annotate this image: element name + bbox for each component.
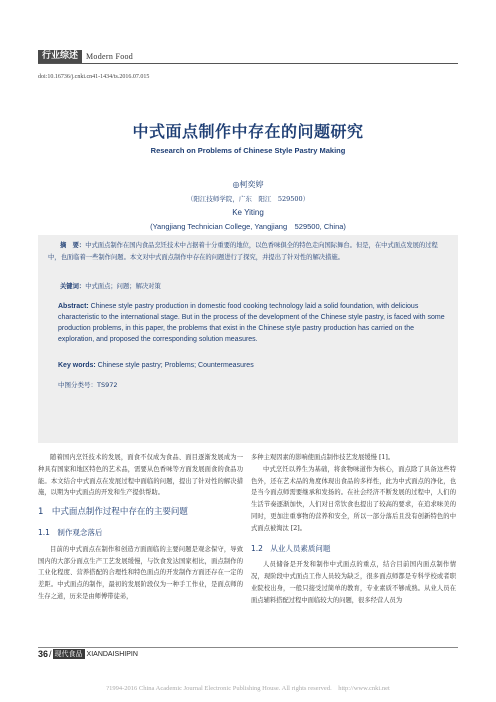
page-number: 36 [38,649,49,659]
page-footer [38,648,138,660]
journal-name-pinyin: XIANDAISHIPIN [86,650,138,658]
affiliation-zh: （阳江技师学院，广东 阳江 529500） [186,195,310,203]
abstract-en-label: Abstract: [58,303,89,310]
classification-number: 中图分类号：TS972 [58,381,118,389]
abstract-en [58,301,450,345]
abstract-zh-label: 摘 要： [60,242,86,249]
author-en: Ke Yiting [232,208,264,217]
body-paragraph: 中式烹饪以养生为基础，将食物味道作为核心，面点除了具备这些特色外，还在艺术品的角度体现出食品的多样性，此为中式面点的净化，也是当今面点师需要继承和发扬的。在社会经济不断发展的过程中，人们的生活节奏逐渐加快，人们对日常饮食也提出了较高的要求，在追求味美的同时，更加注重事物的营养和安全，所以一部分落后且没有创新特色的中式面点被淘汰 [2]。 [251,465,456,532]
abstract-en-text: Chinese style pastry production in domestic food cooking technology laid a solid foundation, with delicious characteristic to the international stage. But in the process of the development of the Chinese style pastry, is faced with some production problems, in this paper, the problems that exist in the Chinese style pastry production has carried on the exploration, and proposed the corresponding solution measures. [58,303,445,343]
keywords-zh-label: 关键词： [60,283,86,290]
article-title-zh: 中式面点制作中存在的问题研究 [132,122,364,141]
body-column-left [38,452,243,603]
section-heading-1: 1 中式面点制作过程中存在的主要问题 [38,507,188,518]
doi[interactable]: doi:10.16736/j.cnki.cn41-1434/ts.2016.07.015 [38,74,150,80]
keywords-zh-text: 中式面点；问题；解决对策 [85,283,161,290]
header-divider [38,63,458,64]
footer-separator: / [49,649,52,659]
body-column-right [251,452,456,607]
section-name-en: Modern Food [86,52,134,61]
section-header [38,50,133,63]
author-zh: ◎柯奕婷 [232,180,264,189]
affiliation-en: (Yangjiang Technician College, Yangjiang 529500, China) [150,222,346,231]
section-badge: 行业综述 [38,50,82,63]
subsection-heading-1-1: 1.1 制作观念落后 [38,527,103,537]
copyright-watermark: ?1994-2016 China Academic Journal Electronic Publishing House. All rights reserved. http://www.cnki.net [106,685,390,692]
body-paragraph: 人员储备是开发和制作中式面点的重点，结合目前国内面点制作情况，现阶段中式面点工作人员较为缺乏，很多面点师都是专科学校或者职业院校出身，一般只接受过简单的教育，专业素质不够成熟。从业人员在面点辅料搭配过程中面临较大的问题，很多经营人员为 [251,561,456,604]
journal-name-badge: 现代食品 [54,650,83,658]
article-title-en: Research on Problems of Chinese Style Pastry Making [150,146,346,155]
body-paragraph-continued: 多种主观因素的影响使面点制作技艺发展缓慢 [1]。 [251,454,395,461]
body-paragraph: 目前的中式面点在制作和创造方面面临的主要问题是观念保守，导致国内的大部分面点生产工艺发展缓慢，与饮食发达国家相比，面点制作的工业化程度、营养搭配的合理性和特色面点的开发制作方面还存在一定的差距。中式面点的制作，最初的发展阶段仅为一种手工作业，是面点师的生存之道，历来是由师傅带徒弟， [38,545,243,600]
subsection-heading-1-2: 1.2 从业人员素质问题 [251,543,331,553]
keywords-en [58,362,254,369]
keywords-en-label: Key words: [58,362,96,369]
intro-paragraph: 随着国内烹饪技术的发展，面食不仅成为食品、面目逐渐发展成为一种具有国家和地区特色的艺术品，需要从色香味等方面发展面食的食品功能。本文结合中式面点在发展过程中面临的问题，提出了针对性的解决措施，以期为中式面点的开发和生产提供帮助。 [38,454,243,497]
abstract-zh [48,240,450,264]
abstract-zh-text: 中式面点制作在国内食品烹饪技术中占据着十分重要的地位，以色香味俱全的特色走向国际舞台。但是，在中式面点发展的过程中，也面临着一些制作问题。本文对中式面点制作中存在的问题进行了探究，并提出了针对性的解决措施。 [48,242,438,261]
keywords-zh [60,281,161,290]
keywords-en-text: Chinese style pastry; Problems; Countermeasures [95,362,254,369]
